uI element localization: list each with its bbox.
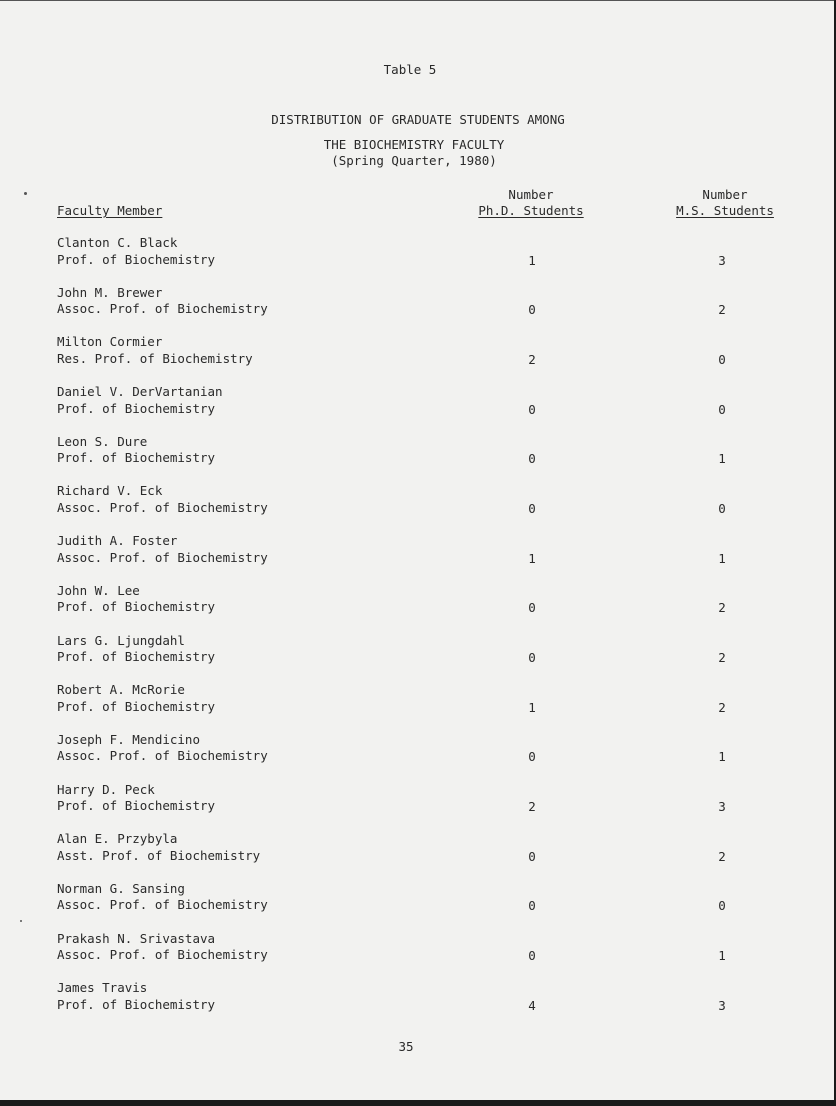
faculty-name: Harry D. Peck [57, 781, 155, 797]
ms-count: 0 [718, 351, 726, 367]
faculty-title: Prof. of Biochemistry [57, 450, 216, 466]
faculty-name: Daniel V. DerVartanian [57, 384, 223, 400]
ms-count: 0 [718, 500, 726, 516]
column-header-ms-line1: Number [702, 187, 748, 202]
faculty-name: Norman G. Sansing [57, 880, 185, 896]
ms-count: 0 [718, 401, 726, 417]
ms-count: 2 [718, 650, 726, 665]
phd-count: 0 [528, 401, 536, 417]
faculty-title: Prof. of Biochemistry [57, 400, 216, 416]
ms-count: 2 [718, 848, 726, 864]
column-header-ms-line2: M.S. Students [676, 203, 774, 218]
table-row [0, 980, 836, 1030]
faculty-name: Lars G. Ljungdahl [57, 632, 185, 648]
phd-count: 0 [528, 500, 536, 516]
faculty-name: Leon S. Dure [57, 433, 148, 449]
faculty-title: Assoc. Prof. of Biochemistry [57, 897, 268, 913]
faculty-title: Assoc. Prof. of Biochemistry [57, 301, 268, 317]
column-header-phd [472, 187, 590, 219]
table-title: DISTRIBUTION OF GRADUATE STUDENTS AMONG [271, 112, 565, 127]
faculty-title: Asst. Prof. of Biochemistry [57, 847, 261, 863]
phd-count: 0 [528, 650, 536, 665]
ms-count: 3 [718, 799, 726, 815]
table-row [0, 434, 836, 484]
phd-count: 2 [528, 351, 536, 367]
phd-count: 0 [528, 848, 536, 864]
table-row [0, 633, 836, 683]
ms-count: 2 [718, 600, 726, 616]
ms-count: 1 [718, 749, 726, 765]
ms-count: 1 [718, 451, 726, 467]
faculty-title: Prof. of Biochemistry [57, 698, 216, 714]
phd-count: 0 [528, 302, 536, 318]
table-subtitle: THE BIOCHEMISTRY FACULTY [323, 137, 505, 152]
table-row [0, 931, 836, 981]
table-row [0, 682, 836, 732]
faculty-name: Milton Cormier [57, 334, 163, 350]
phd-count: 1 [528, 550, 536, 566]
faculty-name: John W. Lee [57, 582, 140, 598]
faculty-title: Prof. of Biochemistry [57, 996, 216, 1012]
faculty-name: Robert A. McRorie [57, 682, 185, 698]
phd-count: 0 [528, 898, 536, 914]
faculty-name: Richard V. Eck [57, 483, 163, 499]
ms-count: 3 [718, 252, 726, 268]
table-row [0, 384, 836, 434]
phd-count: 2 [528, 799, 536, 815]
table-row [0, 583, 836, 633]
phd-count: 4 [528, 997, 536, 1013]
faculty-title: Prof. of Biochemistry [57, 599, 216, 615]
table-row [0, 881, 836, 931]
table-row [0, 732, 836, 782]
faculty-table-body [0, 235, 836, 1030]
phd-count: 0 [528, 600, 536, 616]
faculty-name: John M. Brewer [57, 284, 163, 300]
table-row [0, 831, 836, 881]
faculty-title: Assoc. Prof. of Biochemistry [57, 499, 268, 515]
faculty-title: Res. Prof. of Biochemistry [57, 350, 253, 366]
faculty-name: James Travis [57, 980, 148, 996]
ms-count: 2 [718, 302, 726, 318]
table-row [0, 782, 836, 832]
faculty-title: Prof. of Biochemistry [57, 649, 216, 664]
faculty-name: Joseph F. Mendicino [57, 731, 200, 747]
table-row [0, 334, 836, 384]
faculty-name: Prakash N. Srivastava [57, 930, 216, 946]
column-header-ms [670, 187, 780, 219]
table-label: Table 5 [383, 62, 437, 77]
phd-count: 0 [528, 749, 536, 765]
faculty-title: Prof. of Biochemistry [57, 798, 216, 814]
column-header-phd-line2: Ph.D. Students [478, 203, 584, 218]
ms-count: 1 [718, 550, 726, 566]
faculty-name: Clanton C. Black [57, 235, 178, 250]
phd-count: 1 [528, 252, 536, 268]
faculty-name: Alan E. Przybyla [57, 831, 178, 847]
table-row [0, 285, 836, 335]
ms-count: 0 [718, 898, 726, 914]
table-row [0, 533, 836, 583]
ms-count: 2 [718, 699, 726, 715]
faculty-title: Assoc. Prof. of Biochemistry [57, 549, 268, 565]
table-date: (Spring Quarter, 1980) [331, 153, 497, 168]
table-row [0, 483, 836, 533]
faculty-name: Judith A. Foster [57, 533, 178, 549]
faculty-title: Assoc. Prof. of Biochemistry [57, 947, 268, 963]
page-top-edge [0, 0, 836, 1]
faculty-title: Prof. of Biochemistry [57, 251, 216, 267]
phd-count: 0 [528, 451, 536, 467]
column-header-phd-line1: Number [508, 187, 554, 202]
phd-count: 0 [528, 948, 536, 964]
scan-speck [24, 192, 27, 195]
ms-count: 3 [718, 997, 726, 1013]
faculty-title: Assoc. Prof. of Biochemistry [57, 748, 268, 764]
phd-count: 1 [528, 699, 536, 715]
page-bottom-edge [0, 1100, 836, 1106]
page-number: 35 [398, 1039, 414, 1054]
ms-count: 1 [718, 948, 726, 964]
table-row [0, 235, 836, 285]
column-header-faculty: Faculty Member [57, 203, 163, 218]
